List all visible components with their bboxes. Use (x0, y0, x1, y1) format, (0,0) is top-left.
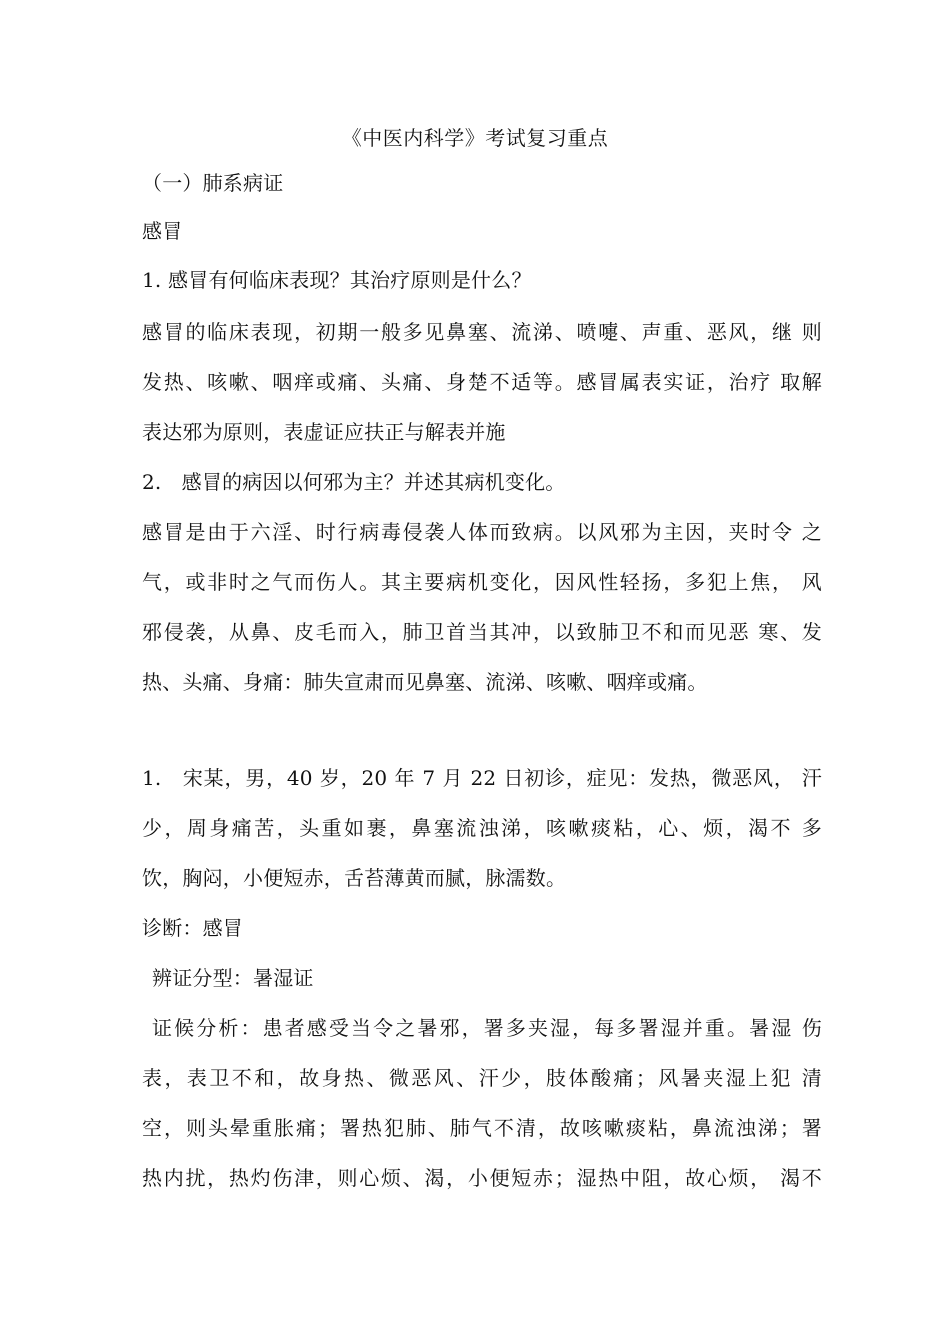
analysis-line-2: 表，表卫不和，故身热、微恶风、汗少，肢体酸痛；风暑夹湿上犯 清 (142, 1066, 822, 1090)
answer-1-line-1: 感冒的临床表现，初期一般多见鼻塞、流涕、喷嚏、声重、恶风，继 则 (142, 320, 822, 344)
diagnosis: 诊断：感冒 (142, 916, 243, 940)
topic-heading: 感冒 (142, 219, 183, 243)
question-2: 2. 感冒的病因以何邪为主？并述其病机变化。 (142, 470, 566, 494)
case-1-line-1: 1. 宋某，男，40 岁，20 年 7 月 22 日初诊，症见：发热，微恶风， 汗 (142, 766, 822, 790)
case-1-line-3: 饮，胸闷，小便短赤，舌苔薄黄而腻，脉濡数。 (142, 866, 567, 890)
answer-2-line-1: 感冒是由于六淫、时行病毒侵袭人体而致病。以风邪为主因，夹时令 之 (142, 520, 822, 544)
case-1-line-2: 少，周身痛苦，头重如裹，鼻塞流浊涕，咳嗽痰粘，心、烦，渴不 多 (142, 816, 822, 840)
answer-2-line-4: 热、头痛、身痛：肺失宣肃而见鼻塞、流涕、咳嗽、咽痒或痛。 (142, 670, 708, 694)
analysis-line-4: 热内扰，热灼伤津，则心烦、渴，小便短赤；湿热中阻，故心烦， 渴不 (142, 1166, 822, 1190)
answer-2-line-2: 气，或非时之气而伤人。其主要病机变化，因风性轻扬，多犯上焦， 风 (142, 570, 822, 594)
section-heading: （一）肺系病证 (142, 171, 284, 195)
analysis-line-1: 证候分析：患者感受当令之暑邪，署多夹湿，每多署湿并重。暑湿 伤 (152, 1016, 822, 1040)
answer-2-line-3: 邪侵袭，从鼻、皮毛而入，肺卫首当其冲，以致肺卫不和而见恶 寒、发 (142, 620, 822, 644)
document-title: 《中医内科学》考试复习重点 (341, 126, 609, 150)
answer-1-line-3: 表达邪为原则，表虚证应扶正与解表并施 (142, 420, 506, 444)
question-1: 1. 感冒有何临床表现？其治疗原则是什么？ (142, 268, 532, 292)
syndrome-type: 辨证分型：暑湿证 (152, 966, 314, 990)
analysis-line-3: 空，则头晕重胀痛；署热犯肺、肺气不清，故咳嗽痰粘，鼻流浊涕；署 (142, 1116, 822, 1140)
answer-1-line-2: 发热、咳嗽、咽痒或痛、头痛、身楚不适等。感冒属表实证，治疗 取解 (142, 370, 822, 394)
